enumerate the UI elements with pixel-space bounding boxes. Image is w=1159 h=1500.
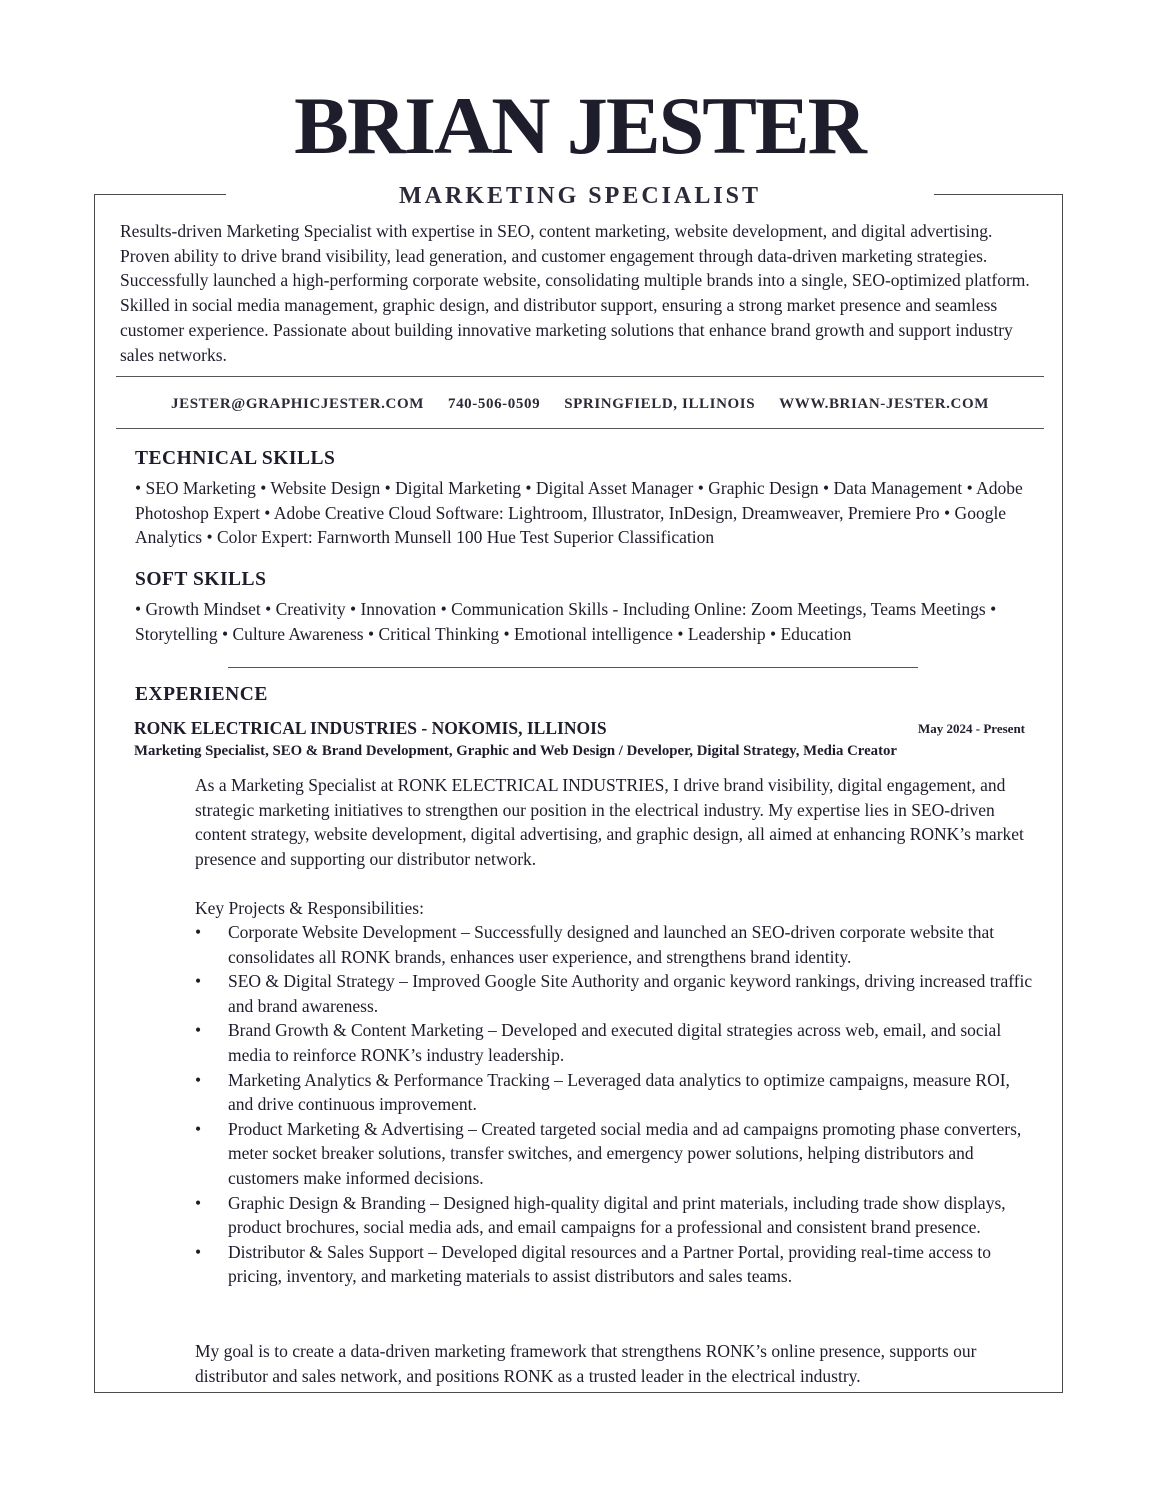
divider (116, 428, 1044, 429)
job-closing-statement: My goal is to create a data-driven marketing framework that strengthens RONK’s online presence, supports our distributor and sales network, and positions RONK as a trusted leader in the electrical industry. (195, 1341, 977, 1386)
list-item (195, 1068, 1035, 1117)
list-item (195, 969, 1035, 1018)
list-item-text: Distributor & Sales Support – Developed digital resources and a Partner Portal, providing real-time access to pricing, inventory, and marketing materials to assist distributors and sales teams. (228, 1241, 992, 1287)
bullet-icon: • (195, 1069, 202, 1090)
job-roles: Marketing Specialist, SEO & Brand Development, Graphic and Web Design / Developer, Digital Strategy, Media Creator (134, 743, 897, 759)
contact-bar (116, 392, 1044, 416)
contact-website[interactable]: WWW.BRIAN-JESTER.COM (779, 396, 989, 412)
technical-skills-heading: TECHNICAL SKILLS (135, 448, 336, 469)
list-item-text: Brand Growth & Content Marketing – Developed and executed digital strategies across web, email, and social media to reinforce RONK’s industry leadership. (228, 1020, 1002, 1065)
contact-location: SPRINGFIELD, ILLINOIS (564, 396, 756, 412)
job-intro: As a Marketing Specialist at RONK ELECTRICAL INDUSTRIES, I drive brand visibility, digital engagement, and strategic marketing initiatives to strengthen our position in the electrical industry. My expertise lies in SEO-driven content strategy, website development, digital advertising, and graphic design, all aimed at enhancing RONK’s market presence and supporting our distributor network. (195, 775, 1024, 869)
list-item-text: Corporate Website Development – Successfully designed and launched an SEO-driven corporate website that consolidates all RONK brands, enhances user experience, and strengthens brand identity. (228, 922, 995, 967)
divider (116, 376, 1044, 377)
experience-heading: EXPERIENCE (135, 684, 268, 705)
frame-border-top-right (934, 194, 1063, 195)
frame-border-top-left (94, 194, 226, 195)
list-item (195, 1191, 1035, 1240)
bullet-icon: • (195, 1020, 202, 1041)
resume-name: BRIAN JESTER (294, 80, 865, 171)
list-item-text: Marketing Analytics & Performance Tracking – Leveraged data analytics to optimize campaigns, measure ROI, and drive continuous improvement. (228, 1069, 1010, 1115)
list-item (195, 920, 1035, 969)
professional-summary: Results-driven Marketing Specialist with expertise in SEO, content marketing, website development, and digital advertising. Proven ability to drive brand visibility, lead generation, and customer engagement through data-driven marketing strategies. Successfully launched a high-performing corporate website, consolidating multiple brands into a single, SEO-optimized platform. Skilled in social media management, graphic design, and distributor support, ensuring a strong market presence and seamless customer experience. Passionate about building innovative marketing solutions that enhance brand growth and support industry sales networks. (120, 221, 1030, 365)
technical-skills-list: • SEO Marketing • Website Design • Digital Marketing • Digital Asset Manager • Graphic Design • Data Management • Adobe Photoshop Expert • Adobe Creative Cloud Software: Lightroom, Illustrator, InDesign, Dreamweaver, Premiere Pro • Google Analytics • Color Expert: Farnworth Munsell 100 Hue Test Superior Classification (135, 478, 1023, 547)
frame-border-left (94, 194, 95, 1393)
list-item (195, 1018, 1035, 1067)
list-item-text: SEO & Digital Strategy – Improved Google Site Authority and organic keyword rankings, driving increased traffic and brand awareness. (228, 971, 1033, 1016)
job-dates: May 2024 - Present (918, 721, 1025, 736)
list-item-text: Product Marketing & Advertising – Created targeted social media and ad campaigns promoting phase converters, meter socket breaker solutions, transfer switches, and emergency power solutions, helping distributors and customers make informed decisions. (228, 1118, 1022, 1188)
responsibility-list (195, 920, 1035, 1289)
frame-border-bottom (94, 1392, 1063, 1393)
bullet-icon: • (195, 922, 202, 942)
list-item-text: Graphic Design & Branding – Designed high-quality digital and print materials, including trade show displays, product brochures, social media ads, and email campaigns for a professional and consistent brand presence. (228, 1192, 1006, 1238)
bullet-icon: • (195, 1192, 202, 1213)
soft-skills-list: • Growth Mindset • Creativity • Innovation • Communication Skills - Including Online: Zoom Meetings, Teams Meetings • Storytelling • Culture Awareness • Critical Thinking • Emotional intelligence • Leadership • Education (135, 599, 997, 644)
bullet-icon: • (195, 1118, 202, 1139)
list-item (195, 1117, 1035, 1191)
list-item (195, 1240, 1035, 1289)
soft-skills-heading: SOFT SKILLS (135, 569, 267, 590)
contact-email[interactable]: JESTER@GRAPHICJESTER.COM (171, 396, 424, 412)
frame-border-right (1062, 194, 1063, 1393)
job-company: RONK ELECTRICAL INDUSTRIES - NOKOMIS, ILLINOIS (134, 718, 607, 738)
resume-job-title: MARKETING SPECIALIST (398, 183, 762, 209)
contact-phone: 740-506-0509 (447, 396, 541, 412)
bullet-icon: • (195, 971, 202, 992)
divider (228, 667, 918, 668)
bullet-icon: • (195, 1241, 202, 1262)
key-projects-label: Key Projects & Responsibilities: (195, 898, 424, 918)
